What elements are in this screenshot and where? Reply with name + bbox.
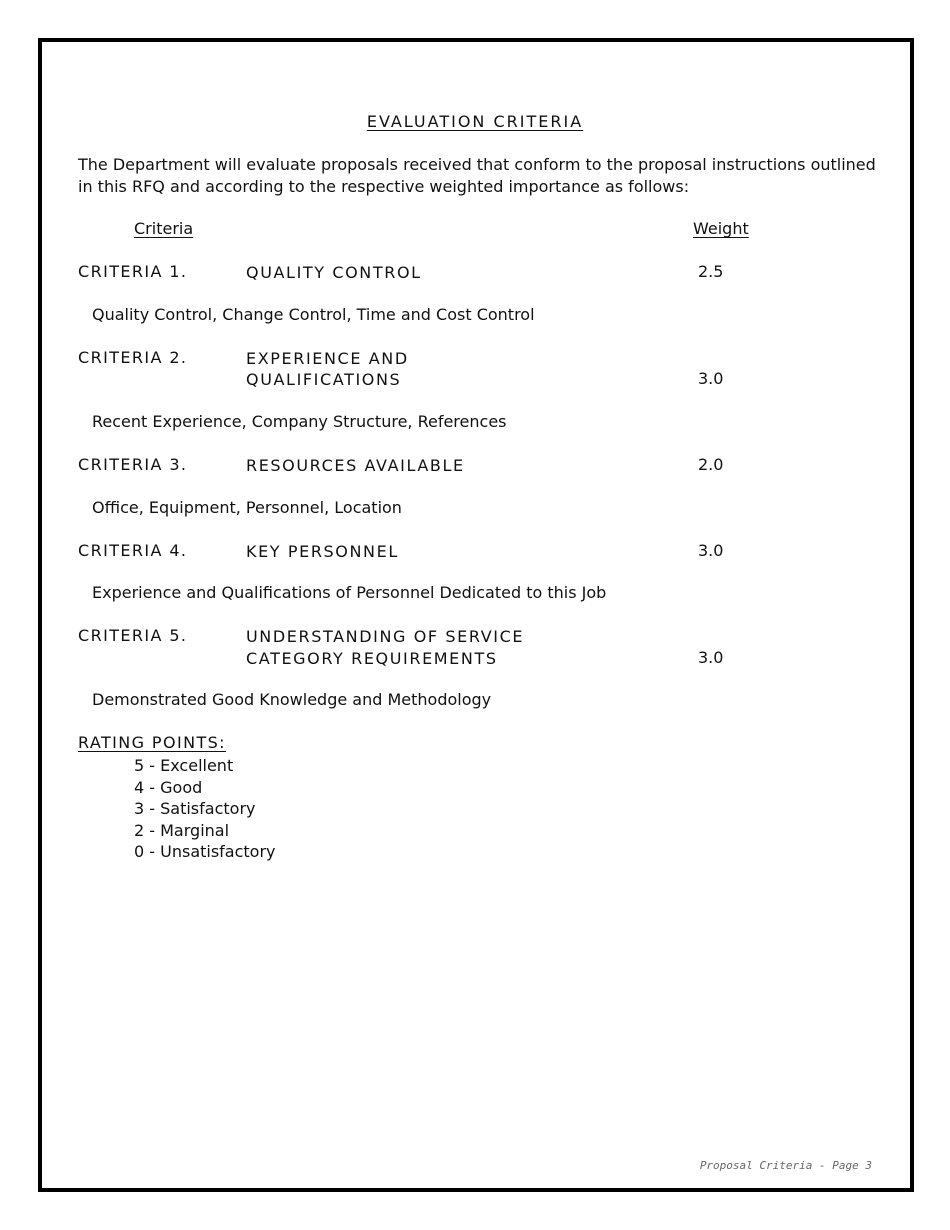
weight-column-header: Weight: [693, 219, 749, 238]
criteria-4-name: KEY PERSONNEL: [246, 542, 399, 561]
criteria-5-label: CRITERIA 5.: [78, 626, 188, 645]
page-footer: Proposal Criteria - Page 3: [699, 1159, 872, 1172]
criteria-3-description: Office, Equipment, Personnel, Location: [92, 498, 402, 517]
intro-paragraph: The Department will evaluate proposals received that conform to the proposal instructions outlined in this RFQ and according to the respective weighted importance as follows:: [78, 155, 876, 196]
rating-point-item: 3 - Satisfactory: [134, 799, 256, 818]
page-title-text: EVALUATION CRITERIA: [366, 112, 584, 131]
criteria-3-label: CRITERIA 3.: [78, 455, 188, 474]
criteria-5-description: Demonstrated Good Knowledge and Methodology: [92, 690, 492, 709]
rating-point-item: 2 - Marginal: [134, 820, 230, 840]
criteria-2-name-line1: EXPERIENCE AND: [246, 349, 409, 368]
criteria-1-weight: 2.5: [698, 262, 724, 281]
page-border: [38, 38, 914, 1192]
rating-points-list: [134, 755, 276, 863]
criteria-2-weight: 3.0: [698, 369, 724, 388]
page-title: [0, 112, 950, 132]
criteria-3-weight: 2.0: [698, 455, 724, 474]
criteria-4-description: Experience and Qualifications of Personnel Dedicated to this Job: [92, 583, 607, 602]
rating-point-item: 0 - Unsatisfactory: [134, 842, 276, 861]
criteria-2-label: CRITERIA 2.: [78, 348, 188, 367]
criteria-1-label: CRITERIA 1.: [78, 262, 188, 281]
criteria-5-weight: 3.0: [698, 648, 724, 667]
criteria-5-name-line1: UNDERSTANDING OF SERVICE: [246, 627, 525, 646]
criteria-1-name: QUALITY CONTROL: [246, 263, 422, 282]
criteria-column-header: Criteria: [134, 219, 194, 238]
rating-point-item: 5 - Excellent: [134, 756, 234, 775]
criteria-4-weight: 3.0: [698, 541, 724, 560]
criteria-4-label: CRITERIA 4.: [78, 541, 188, 560]
rating-points-title: RATING POINTS:: [78, 733, 226, 752]
criteria-1-description: Quality Control, Change Control, Time and Cost Control: [92, 305, 535, 324]
criteria-2-description: Recent Experience, Company Structure, References: [92, 412, 507, 431]
criteria-3-name: RESOURCES AVAILABLE: [246, 456, 465, 475]
criteria-2-name-line2: QUALIFICATIONS: [246, 370, 402, 389]
criteria-5-name-line2: CATEGORY REQUIREMENTS: [246, 649, 498, 668]
rating-point-item: 4 - Good: [134, 777, 203, 797]
